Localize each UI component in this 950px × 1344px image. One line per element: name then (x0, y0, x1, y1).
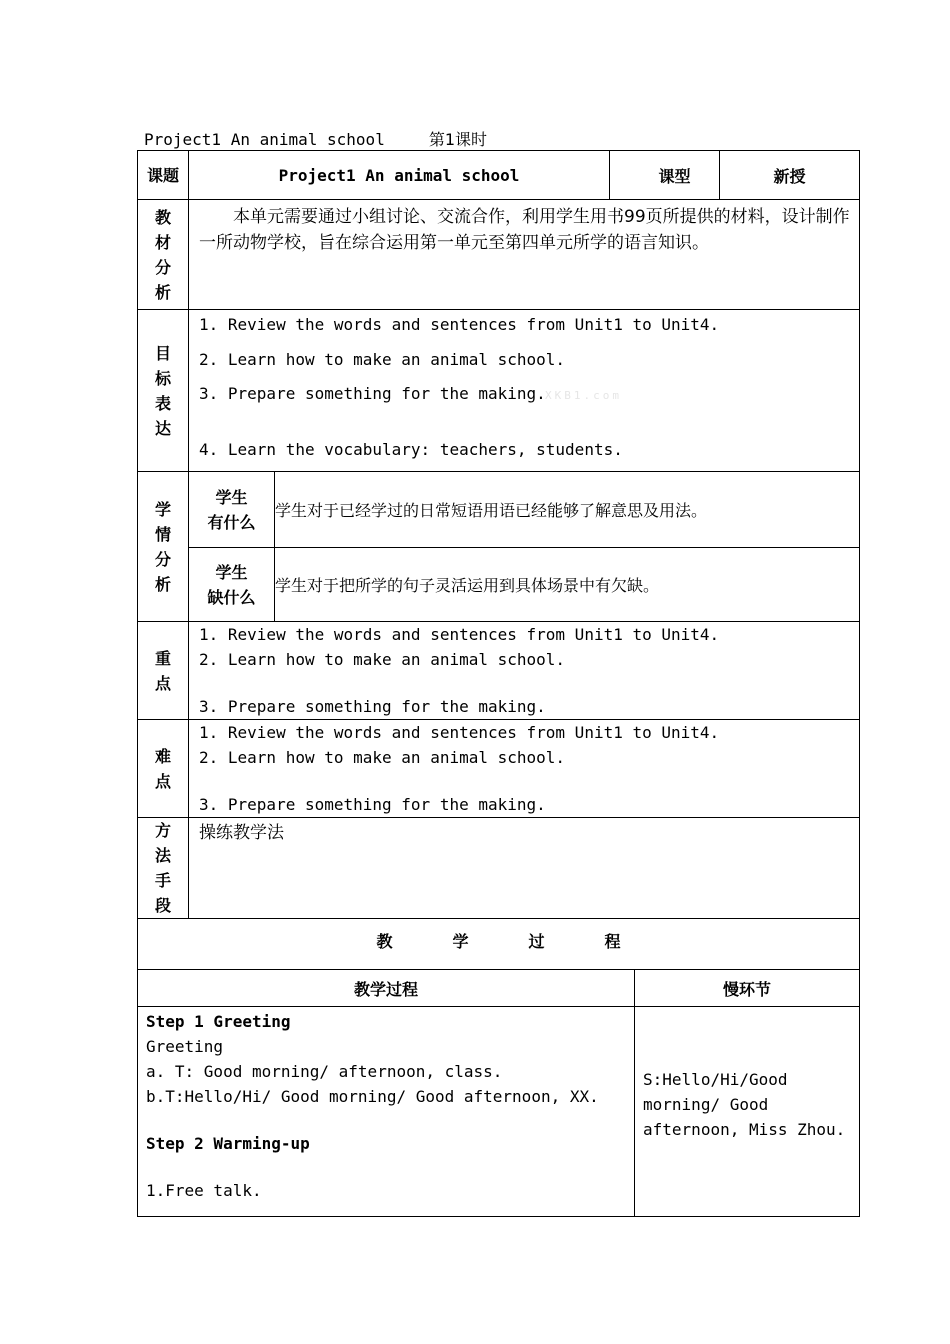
material-label: 教 材 分 析 (138, 200, 189, 310)
type-value: 新授 (720, 151, 860, 200)
objective-item: 4. Learn the vocabulary: teachers, students. (199, 440, 623, 459)
process-title-row (138, 919, 860, 970)
objectives-row (138, 310, 860, 472)
process-col-header: 教学过程 (138, 970, 635, 1007)
key-points-row (138, 622, 860, 720)
process-content-row (138, 1007, 860, 1217)
slow-col-header: 慢环节 (635, 970, 860, 1007)
key-point-item: 3. Prepare something for the making. (199, 697, 546, 716)
student-have-row (138, 472, 860, 548)
type-label: 课型 (610, 151, 720, 200)
step1-line: b.T:Hello/Hi/ Good morning/ Good afternoon, XX. (146, 1087, 599, 1106)
difficulties-label: 难 点 (138, 720, 189, 818)
material-row (138, 200, 860, 310)
watermark: XKB1.com (545, 389, 622, 402)
difficulty-item: 1. Review the words and sentences from Unit1 to Unit4. (199, 723, 720, 742)
methods-text: 操练教学法 (199, 823, 284, 843)
difficulties-cell (189, 720, 860, 818)
difficulty-item: 2. Learn how to make an animal school. (199, 748, 566, 767)
objective-item: 2. Learn how to make an animal school. (199, 350, 566, 369)
methods-label: 方 法 手 段 (138, 818, 189, 919)
objective-item: 1. Review the words and sentences from Unit1 to Unit4. (199, 315, 720, 334)
topic-title: Project1 An animal school (189, 151, 610, 200)
student-lack-row (138, 548, 860, 622)
lesson-plan-table (137, 150, 860, 1217)
process-title: 教学过程 (138, 919, 860, 970)
student-have-label: 学生 有什么 (189, 472, 275, 548)
key-points-label: 重 点 (138, 622, 189, 720)
difficulty-item: 3. Prepare something for the making. (199, 795, 546, 814)
objective-item: 3. Prepare something for the making. (199, 384, 546, 403)
slow-cell (635, 1007, 860, 1217)
methods-row (138, 818, 860, 919)
topic-row (138, 151, 860, 200)
page-header (144, 127, 487, 150)
material-text: 本单元需要通过小组讨论、交流合作，利用学生用书99页所提供的材料，设计制作一所动物学校，旨在综合运用第一单元至第四单元所学的语言知识。 (199, 207, 850, 253)
step1-line: a. T: Good morning/ afternoon, class. (146, 1062, 503, 1081)
header-lesson: 第1课时 (428, 130, 488, 149)
methods-cell (189, 818, 860, 919)
topic-label: 课题 (138, 151, 189, 200)
process-steps-cell (138, 1007, 635, 1217)
key-point-item: 2. Learn how to make an animal school. (199, 650, 566, 669)
key-point-item: 1. Review the words and sentences from Unit1 to Unit4. (199, 625, 720, 644)
student-lack-label: 学生 缺什么 (189, 548, 275, 622)
key-points-cell (189, 622, 860, 720)
process-header-row (138, 970, 860, 1007)
student-analysis-label: 学 情 分 析 (138, 472, 189, 622)
student-lack-text: 学生对于把所学的句子灵活运用到具体场景中有欠缺。 (275, 548, 860, 622)
slow-text: S:Hello/Hi/Good morning/ Good afternoon, Miss Zhou. (643, 1070, 846, 1139)
step2-heading: Step 2 Warming-up (146, 1134, 310, 1153)
header-project: Project1 An animal school (144, 130, 385, 149)
objectives-label: 目 标 表 达 (138, 310, 189, 472)
material-cell (189, 200, 860, 310)
objectives-cell (189, 310, 860, 472)
student-have-text: 学生对于已经学过的日常短语用语已经能够了解意思及用法。 (275, 472, 860, 548)
step1-heading: Step 1 Greeting (146, 1012, 291, 1031)
step2-line: 1.Free talk. (146, 1181, 262, 1200)
step1-line: Greeting (146, 1037, 224, 1056)
difficulties-row (138, 720, 860, 818)
